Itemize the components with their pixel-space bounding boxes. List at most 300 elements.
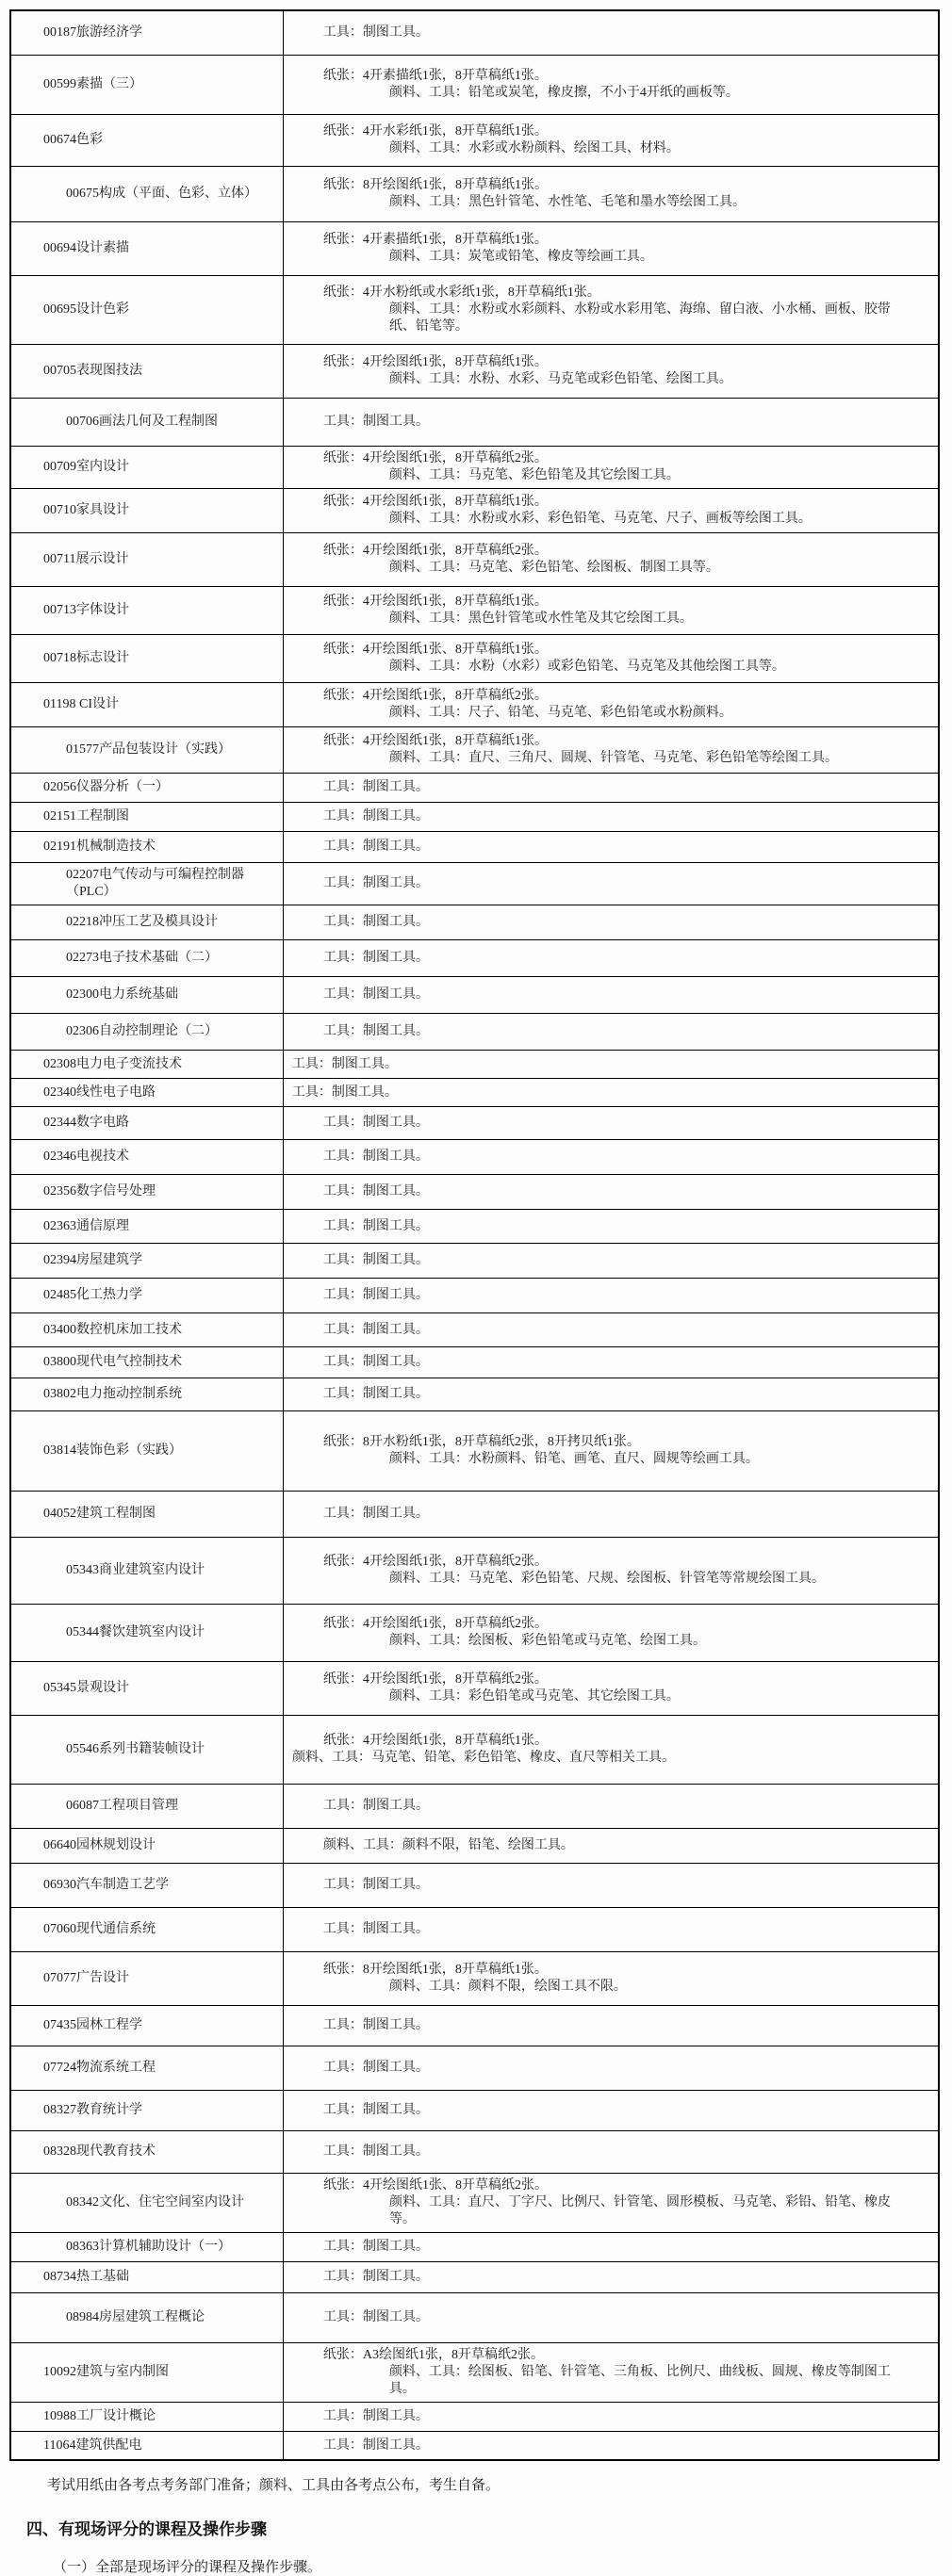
materials-line: 工具：制图工具。 [291, 1084, 398, 1100]
materials-line: 纸张：A3绘图纸1张，8开草稿纸2张。 [322, 2348, 545, 2362]
materials-cell [284, 774, 938, 802]
course-code-name: 08342文化、住宅空间室内设计 [66, 2195, 244, 2209]
materials-line: 工具：制图工具。 [322, 840, 429, 854]
materials-cell [284, 1785, 938, 1828]
materials-cell [284, 533, 938, 586]
course-code-cell [11, 1014, 284, 1050]
table-row [11, 2293, 938, 2343]
materials-line: 颜料、工具：马克笔、彩色铅笔、绘图板、制图工具等。 [388, 561, 719, 575]
table-row [11, 1785, 938, 1829]
course-code-name: 08327教育统计学 [43, 2103, 142, 2117]
materials-line: 工具：制图工具。 [322, 987, 429, 1002]
table-row [11, 447, 938, 489]
materials-line: 纸张：4开绘图纸1张，8开草稿纸1张。 [322, 1734, 548, 1748]
materials-cell [284, 1014, 938, 1050]
course-code-name: 10092建筑与室内制图 [43, 2365, 169, 2379]
course-code-cell [11, 1378, 284, 1410]
materials-line: 工具：制图工具。 [322, 2061, 429, 2075]
materials-line: 纸张：4开绘图纸1张，8开草稿纸1张。 [322, 595, 548, 609]
section-heading: 四、有现场评分的课程及操作步骤 [26, 2520, 267, 2538]
table-row [11, 1952, 938, 2006]
materials-line: 纸张：4开水彩纸1张，8开草稿纸1张。 [322, 124, 548, 139]
course-code-cell [11, 1051, 284, 1078]
materials-line: 颜料、工具：水粉或水彩颜料、水粉或水彩用笔、海绵、留白液、小水桶、画板、胶带纸、铅笔等。 [388, 302, 891, 334]
materials-cell [284, 977, 938, 1013]
course-code-name: 00675构成（平面、色彩、立体） [66, 187, 257, 201]
table-row [11, 489, 938, 533]
course-code-cell [11, 832, 284, 862]
table-row [11, 940, 938, 977]
course-code-cell [11, 1829, 284, 1863]
materials-cell [284, 1140, 938, 1174]
materials-cell [284, 940, 938, 976]
course-code-cell [11, 1347, 284, 1378]
course-code-cell [11, 2046, 284, 2090]
table-row [11, 533, 938, 587]
table-row [11, 1716, 938, 1785]
table-row [11, 905, 938, 940]
materials-line: 工具：制图工具。 [322, 1507, 429, 1521]
course-code-name: 08363计算机辅助设计（一） [66, 2240, 231, 2254]
materials-line: 颜料、工具：水粉、水彩、马克笔或彩色铅笔、绘图工具。 [388, 372, 732, 386]
materials-line: 颜料、工具：黑色针管笔、水性笔、毛笔和墨水等绘图工具。 [388, 195, 746, 209]
materials-cell [284, 2293, 938, 2342]
materials-cell [284, 56, 938, 114]
course-code-name: 02207电气传动与可编程控制器（PLC） [66, 868, 244, 899]
table-row [11, 2006, 938, 2046]
course-code-name: 08984房屋建筑工程概论 [66, 2310, 205, 2324]
materials-line: 颜料、工具：直尺、三角尺、圆规、针管笔、马克笔、彩色铅笔等绘图工具。 [388, 751, 838, 765]
materials-line: 工具：制图工具。 [322, 1288, 429, 1302]
materials-line: 纸张：4开素描纸1张，8开草稿纸1张。 [322, 233, 548, 247]
materials-cell [284, 727, 938, 773]
table-row [11, 977, 938, 1014]
course-code-cell [11, 2091, 284, 2130]
course-code-cell [11, 222, 284, 275]
materials-line: 工具：制图工具。 [322, 1355, 429, 1369]
table-row [11, 115, 938, 167]
materials-line: 纸张：4开绘图纸1张，8开草稿纸1张。 [322, 495, 548, 509]
table-row [11, 2174, 938, 2233]
course-code-cell [11, 1175, 284, 1209]
table-row [11, 1411, 938, 1492]
course-code-name: 02363通信原理 [43, 1218, 129, 1233]
materials-cell [284, 2091, 938, 2130]
course-code-cell [11, 683, 284, 726]
materials-cell [284, 222, 938, 275]
table-row [11, 1051, 938, 1079]
materials-cell [284, 2233, 938, 2261]
course-code-cell [11, 2131, 284, 2173]
materials-line: 纸张：4开绘图纸1张、8开草稿纸2张。 [322, 2178, 548, 2193]
course-code-name: 00709室内设计 [43, 460, 129, 474]
materials-cell [284, 1313, 938, 1346]
materials-cell [284, 2174, 938, 2232]
course-code-cell [11, 2174, 284, 2232]
materials-cell [284, 2432, 938, 2459]
course-code-cell [11, 727, 284, 773]
table-row [11, 635, 938, 683]
materials-line: 颜料、工具：尺子、铅笔、马克笔、彩色铅笔或水粉颜料。 [388, 706, 732, 720]
materials-cell [284, 1716, 938, 1784]
table-row [11, 803, 938, 832]
table-row [11, 1492, 938, 1538]
table-row [11, 2262, 938, 2293]
table-row [11, 1107, 938, 1140]
course-code-cell [11, 1107, 284, 1139]
materials-line: 工具：制图工具。 [322, 2018, 429, 2032]
course-code-name: 02340线性电子电路 [43, 1084, 156, 1100]
course-code-cell [11, 167, 284, 221]
course-code-name: 00718标志设计 [43, 651, 129, 665]
table-row [11, 11, 938, 56]
materials-line: 纸张：4开绘图纸1张，8开草稿纸2张。 [322, 1555, 548, 1569]
materials-line: 工具：制图工具。 [322, 2144, 429, 2159]
materials-cell [284, 276, 938, 344]
materials-cell [284, 167, 938, 221]
materials-line: 工具：制图工具。 [322, 1387, 429, 1401]
materials-line: 颜料、工具：水粉（水彩）或彩色铅笔、马克笔及其他绘图工具等。 [388, 660, 785, 674]
materials-line: 工具：制图工具。 [322, 2437, 429, 2453]
course-code-name: 02056仪器分析（一） [43, 780, 169, 794]
materials-line: 颜料、工具：黑色针管笔或水性笔及其它绘图工具。 [388, 611, 693, 626]
course-code-cell [11, 1864, 284, 1907]
materials-line: 工具：制图工具。 [322, 1799, 429, 1813]
course-code-cell [11, 863, 284, 905]
materials-line: 工具：制图工具。 [322, 2240, 429, 2254]
course-code-cell [11, 2233, 284, 2261]
materials-cell [284, 863, 938, 905]
materials-cell [284, 2131, 938, 2173]
table-row [11, 1014, 938, 1051]
course-code-name: 00695设计色彩 [43, 302, 129, 317]
materials-line: 颜料、工具：马克笔、彩色铅笔、尺规、绘图板、针管笔等常规绘图工具。 [388, 1572, 825, 1586]
materials-cell [284, 1829, 938, 1863]
table-row [11, 56, 938, 115]
materials-line: 工具：制图工具。 [322, 415, 429, 429]
course-code-cell [11, 1079, 284, 1106]
course-code-name: 05345景观设计 [43, 1681, 129, 1695]
materials-line: 颜料、工具：水彩或水粉颜料、绘图工具、材料。 [388, 141, 680, 155]
materials-line: 纸张：4开水粉纸或水彩纸1张，8开草稿纸1张。 [322, 285, 600, 300]
table-row [11, 2432, 938, 2459]
table-row [11, 832, 938, 863]
course-code-cell [11, 940, 284, 976]
course-code-cell [11, 2293, 284, 2342]
materials-cell [284, 1411, 938, 1491]
materials-line: 工具：制图工具。 [322, 1253, 429, 1267]
course-code-cell [11, 2403, 284, 2431]
course-code-name: 00713字体设计 [43, 603, 129, 617]
course-code-name: 02306自动控制理论（二） [66, 1024, 218, 1038]
materials-line: 工具：制图工具。 [322, 1218, 429, 1233]
materials-line: 颜料、工具：炭笔或铅笔、橡皮等绘画工具。 [388, 250, 653, 264]
course-code-cell [11, 1538, 284, 1604]
materials-line: 工具：制图工具。 [322, 25, 429, 40]
course-code-name: 02346电视技术 [43, 1149, 129, 1164]
materials-line: 纸张：4开素描纸1张，8开草稿纸1张。 [322, 69, 548, 83]
course-code-cell [11, 587, 284, 634]
table-row [11, 276, 938, 345]
materials-cell [284, 11, 938, 55]
course-code-cell [11, 1279, 284, 1312]
materials-line: 颜料、工具：水粉或水彩、彩色铅笔、马克笔、尺子、画板等绘图工具。 [388, 512, 812, 526]
course-code-name: 02308电力电子变流技术 [43, 1056, 182, 1071]
table-row [11, 2403, 938, 2432]
course-code-name: 05343商业建筑室内设计 [66, 1563, 205, 1577]
course-code-name: 05546系列书籍装帧设计 [66, 1742, 205, 1756]
table-row [11, 1140, 938, 1175]
materials-line: 工具：制图工具。 [322, 2310, 429, 2324]
course-code-name: 00705表现图技法 [43, 364, 142, 378]
materials-cell [284, 1347, 938, 1378]
materials-line: 纸张：8开水粉纸1张，8开草稿纸2张，8开拷贝纸1张。 [322, 1435, 640, 1449]
table-row [11, 399, 938, 447]
table-row [11, 167, 938, 222]
course-code-name: 02300电力系统基础 [66, 987, 178, 1002]
materials-line: 纸张：4开绘图纸1张，8开草稿纸2张。 [322, 1617, 548, 1631]
materials-cell [284, 683, 938, 726]
materials-line: 工具：制图工具。 [322, 1024, 429, 1038]
course-code-cell [11, 1908, 284, 1951]
materials-line: 颜料、工具：颜料不限，铅笔、绘图工具。 [322, 1838, 574, 1852]
materials-cell [284, 1175, 938, 1209]
materials-line: 工具：制图工具。 [322, 809, 429, 823]
table-row [11, 1210, 938, 1244]
course-code-cell [11, 489, 284, 532]
materials-cell [284, 2046, 938, 2090]
table-footnote: 考试用纸由各考点考务部门准备；颜料、工具由各考点公布，考生自备。 [47, 2478, 501, 2493]
materials-cell [284, 2006, 938, 2046]
course-code-cell [11, 2006, 284, 2046]
materials-line: 颜料、工具：颜料不限，绘图工具不限。 [388, 1980, 627, 1994]
materials-line: 工具：制图工具。 [322, 1322, 429, 1337]
materials-line: 纸张：4开绘图纸1张，8开草稿纸1张。 [322, 734, 548, 748]
materials-cell [284, 905, 938, 939]
course-code-cell [11, 1140, 284, 1174]
table-row [11, 863, 938, 905]
course-code-cell [11, 345, 284, 398]
course-code-cell [11, 1411, 284, 1491]
course-code-cell [11, 1785, 284, 1828]
materials-line: 纸张：4开绘图纸1张，8开草稿纸2张。 [322, 451, 548, 465]
table-row [11, 1175, 938, 1210]
materials-line: 纸张：4开绘图纸1张，8开草稿纸2张。 [322, 544, 548, 558]
course-code-cell [11, 1952, 284, 2005]
course-code-name: 02344数字电路 [43, 1116, 129, 1130]
materials-line: 纸张：8开绘图纸1张，8开草稿纸1张。 [322, 1963, 548, 1977]
materials-line: 工具：制图工具。 [322, 1184, 429, 1198]
section-item: （一）全部是现场评分的课程及操作步骤。 [53, 2560, 322, 2575]
materials-cell [284, 2343, 938, 2402]
materials-line: 工具：制图工具。 [322, 780, 429, 794]
course-code-name: 01577产品包装设计（实践） [66, 742, 231, 757]
materials-cell [284, 635, 938, 682]
materials-cell [284, 1107, 938, 1139]
materials-cell [284, 1378, 938, 1410]
course-code-name: 02485化工热力学 [43, 1288, 142, 1302]
course-code-name: 00674色彩 [43, 133, 103, 147]
course-code-name: 07724物流系统工程 [43, 2061, 156, 2075]
materials-line: 颜料、工具：铅笔或炭笔，橡皮擦，不小于4开纸的画板等。 [388, 86, 739, 100]
course-code-name: 01198 CI设计 [43, 697, 119, 711]
table-row [11, 587, 938, 635]
table-row [11, 2343, 938, 2403]
table-row [11, 1313, 938, 1347]
course-code-cell [11, 447, 284, 488]
course-code-name: 00711展示设计 [43, 552, 129, 566]
materials-line: 颜料、工具：水粉颜料、铅笔、画笔、直尺、圆规等绘画工具。 [388, 1452, 759, 1466]
course-code-name: 00710家具设计 [43, 503, 129, 517]
table-row [11, 1864, 938, 1908]
materials-cell [284, 2403, 938, 2431]
materials-cell [284, 803, 938, 831]
course-code-cell [11, 115, 284, 166]
course-code-name: 02394房屋建筑学 [43, 1253, 142, 1267]
table-row [11, 727, 938, 774]
course-code-cell [11, 635, 284, 682]
course-code-name: 03400数控机床加工技术 [43, 1322, 182, 1337]
course-code-name: 02191机械制造技术 [43, 840, 156, 854]
course-code-name: 00694设计素描 [43, 241, 129, 255]
course-code-cell [11, 905, 284, 939]
materials-line: 工具：制图工具。 [322, 1922, 429, 1936]
course-code-name: 03800现代电气控制技术 [43, 1355, 182, 1369]
table-row [11, 1908, 938, 1952]
course-code-name: 05344餐饮建筑室内设计 [66, 1625, 205, 1639]
materials-cell [284, 1279, 938, 1312]
table-row [11, 1378, 938, 1411]
materials-cell [284, 1908, 938, 1951]
table-row [11, 2233, 938, 2262]
course-code-name: 02356数字信号处理 [43, 1184, 156, 1198]
table-row [11, 222, 938, 276]
course-code-name: 04052建筑工程制图 [43, 1507, 156, 1521]
materials-cell [284, 1079, 938, 1106]
table-row [11, 345, 938, 399]
course-code-cell [11, 774, 284, 802]
materials-line: 工具：制图工具。 [322, 1116, 429, 1130]
materials-cell [284, 1605, 938, 1661]
course-code-name: 07435园林工程学 [43, 2018, 142, 2032]
materials-cell [284, 489, 938, 532]
table-row [11, 1079, 938, 1107]
materials-line: 工具：制图工具。 [322, 1878, 429, 1892]
materials-line: 工具：制图工具。 [322, 2270, 429, 2284]
table-row [11, 683, 938, 727]
course-code-cell [11, 399, 284, 446]
materials-cell [284, 832, 938, 862]
materials-cell [284, 447, 938, 488]
course-code-name: 06930汽车制造工艺学 [43, 1878, 169, 1892]
materials-line: 颜料、工具：彩色铅笔或马克笔、其它绘图工具。 [388, 1689, 680, 1704]
course-code-name: 03802电力拖动控制系统 [43, 1387, 182, 1401]
materials-cell [284, 1051, 938, 1078]
course-code-cell [11, 2343, 284, 2402]
table-row [11, 1829, 938, 1864]
course-code-name: 03814装饰色彩（实践） [43, 1443, 182, 1458]
materials-line: 颜料、工具：绘图板、彩色铅笔或马克笔、绘图工具。 [388, 1634, 706, 1648]
materials-line: 工具：制图工具。 [291, 1056, 398, 1071]
course-materials-table [9, 9, 940, 2461]
materials-cell [284, 399, 938, 446]
course-code-name: 00187旅游经济学 [43, 25, 142, 40]
course-code-cell [11, 276, 284, 344]
materials-cell [284, 1244, 938, 1278]
table-row [11, 1279, 938, 1313]
materials-line: 工具：制图工具。 [322, 1149, 429, 1164]
table-row [11, 2046, 938, 2091]
materials-cell [284, 1538, 938, 1604]
course-code-cell [11, 1492, 284, 1537]
course-code-name: 07060现代通信系统 [43, 1922, 156, 1936]
materials-cell [284, 1864, 938, 1907]
course-code-cell [11, 533, 284, 586]
course-code-cell [11, 1313, 284, 1346]
materials-line: 颜料、工具：绘图板、铅笔、针管笔、三角板、比例尺、曲线板、圆规、橡皮等制图工具。 [388, 2365, 891, 2396]
table-row [11, 1244, 938, 1279]
materials-cell [284, 2262, 938, 2292]
materials-line: 颜料、工具：马克笔、彩色铅笔及其它绘图工具。 [388, 468, 680, 482]
course-code-name: 00706画法几何及工程制图 [66, 415, 218, 429]
materials-line: 工具：制图工具。 [322, 876, 429, 890]
course-code-cell [11, 2262, 284, 2292]
course-code-name: 10988工厂设计概论 [43, 2409, 156, 2423]
materials-line: 纸张：4开绘图纸1张，8开草稿纸2张。 [322, 1672, 548, 1687]
course-code-name: 11064建筑供配电 [43, 2437, 142, 2453]
course-code-cell [11, 1662, 284, 1715]
course-code-cell [11, 56, 284, 114]
materials-line: 工具：制图工具。 [322, 951, 429, 965]
course-code-cell [11, 1210, 284, 1243]
table-row [11, 1605, 938, 1662]
course-code-name: 02218冲压工艺及模具设计 [66, 915, 218, 929]
course-code-name: 07077广告设计 [43, 1971, 129, 1985]
course-code-cell [11, 1244, 284, 1278]
materials-cell [284, 345, 938, 398]
materials-line: 颜料、工具：马克笔、铅笔、彩色铅笔、橡皮、直尺等相关工具。 [291, 1751, 675, 1765]
materials-line: 纸张：4开绘图纸1张，8开草稿纸1张。 [322, 355, 548, 369]
course-code-name: 08734热工基础 [43, 2270, 129, 2284]
materials-cell [284, 115, 938, 166]
table-row [11, 1538, 938, 1605]
materials-line: 工具：制图工具。 [322, 2103, 429, 2117]
course-code-cell [11, 1716, 284, 1784]
course-code-name: 06640园林规划设计 [43, 1838, 156, 1852]
course-code-cell [11, 977, 284, 1013]
course-code-name: 08328现代教育技术 [43, 2144, 156, 2159]
course-code-name: 00599素描（三） [43, 77, 142, 91]
table-row [11, 774, 938, 803]
course-code-cell [11, 2432, 284, 2459]
course-code-name: 02151工程制图 [43, 809, 129, 823]
materials-cell [284, 1210, 938, 1243]
materials-cell [284, 1662, 938, 1715]
materials-cell [284, 1952, 938, 2005]
table-row [11, 2131, 938, 2174]
table-row [11, 1347, 938, 1378]
materials-cell [284, 587, 938, 634]
table-row [11, 2091, 938, 2131]
materials-line: 纸张：4开绘图纸1张、8开草稿纸1张。 [322, 643, 548, 657]
course-code-name: 02273电子技术基础（二） [66, 951, 218, 965]
materials-line: 纸张：8开绘图纸1张，8开草稿纸1张。 [322, 178, 548, 192]
course-code-cell [11, 11, 284, 55]
table-row [11, 1662, 938, 1716]
course-code-name: 06087工程项目管理 [66, 1799, 178, 1813]
materials-line: 工具：制图工具。 [322, 915, 429, 929]
materials-line: 颜料、工具：直尺、丁字尺、比例尺、针管笔、圆形模板、马克笔、彩铅、铅笔、橡皮等。 [388, 2195, 891, 2226]
